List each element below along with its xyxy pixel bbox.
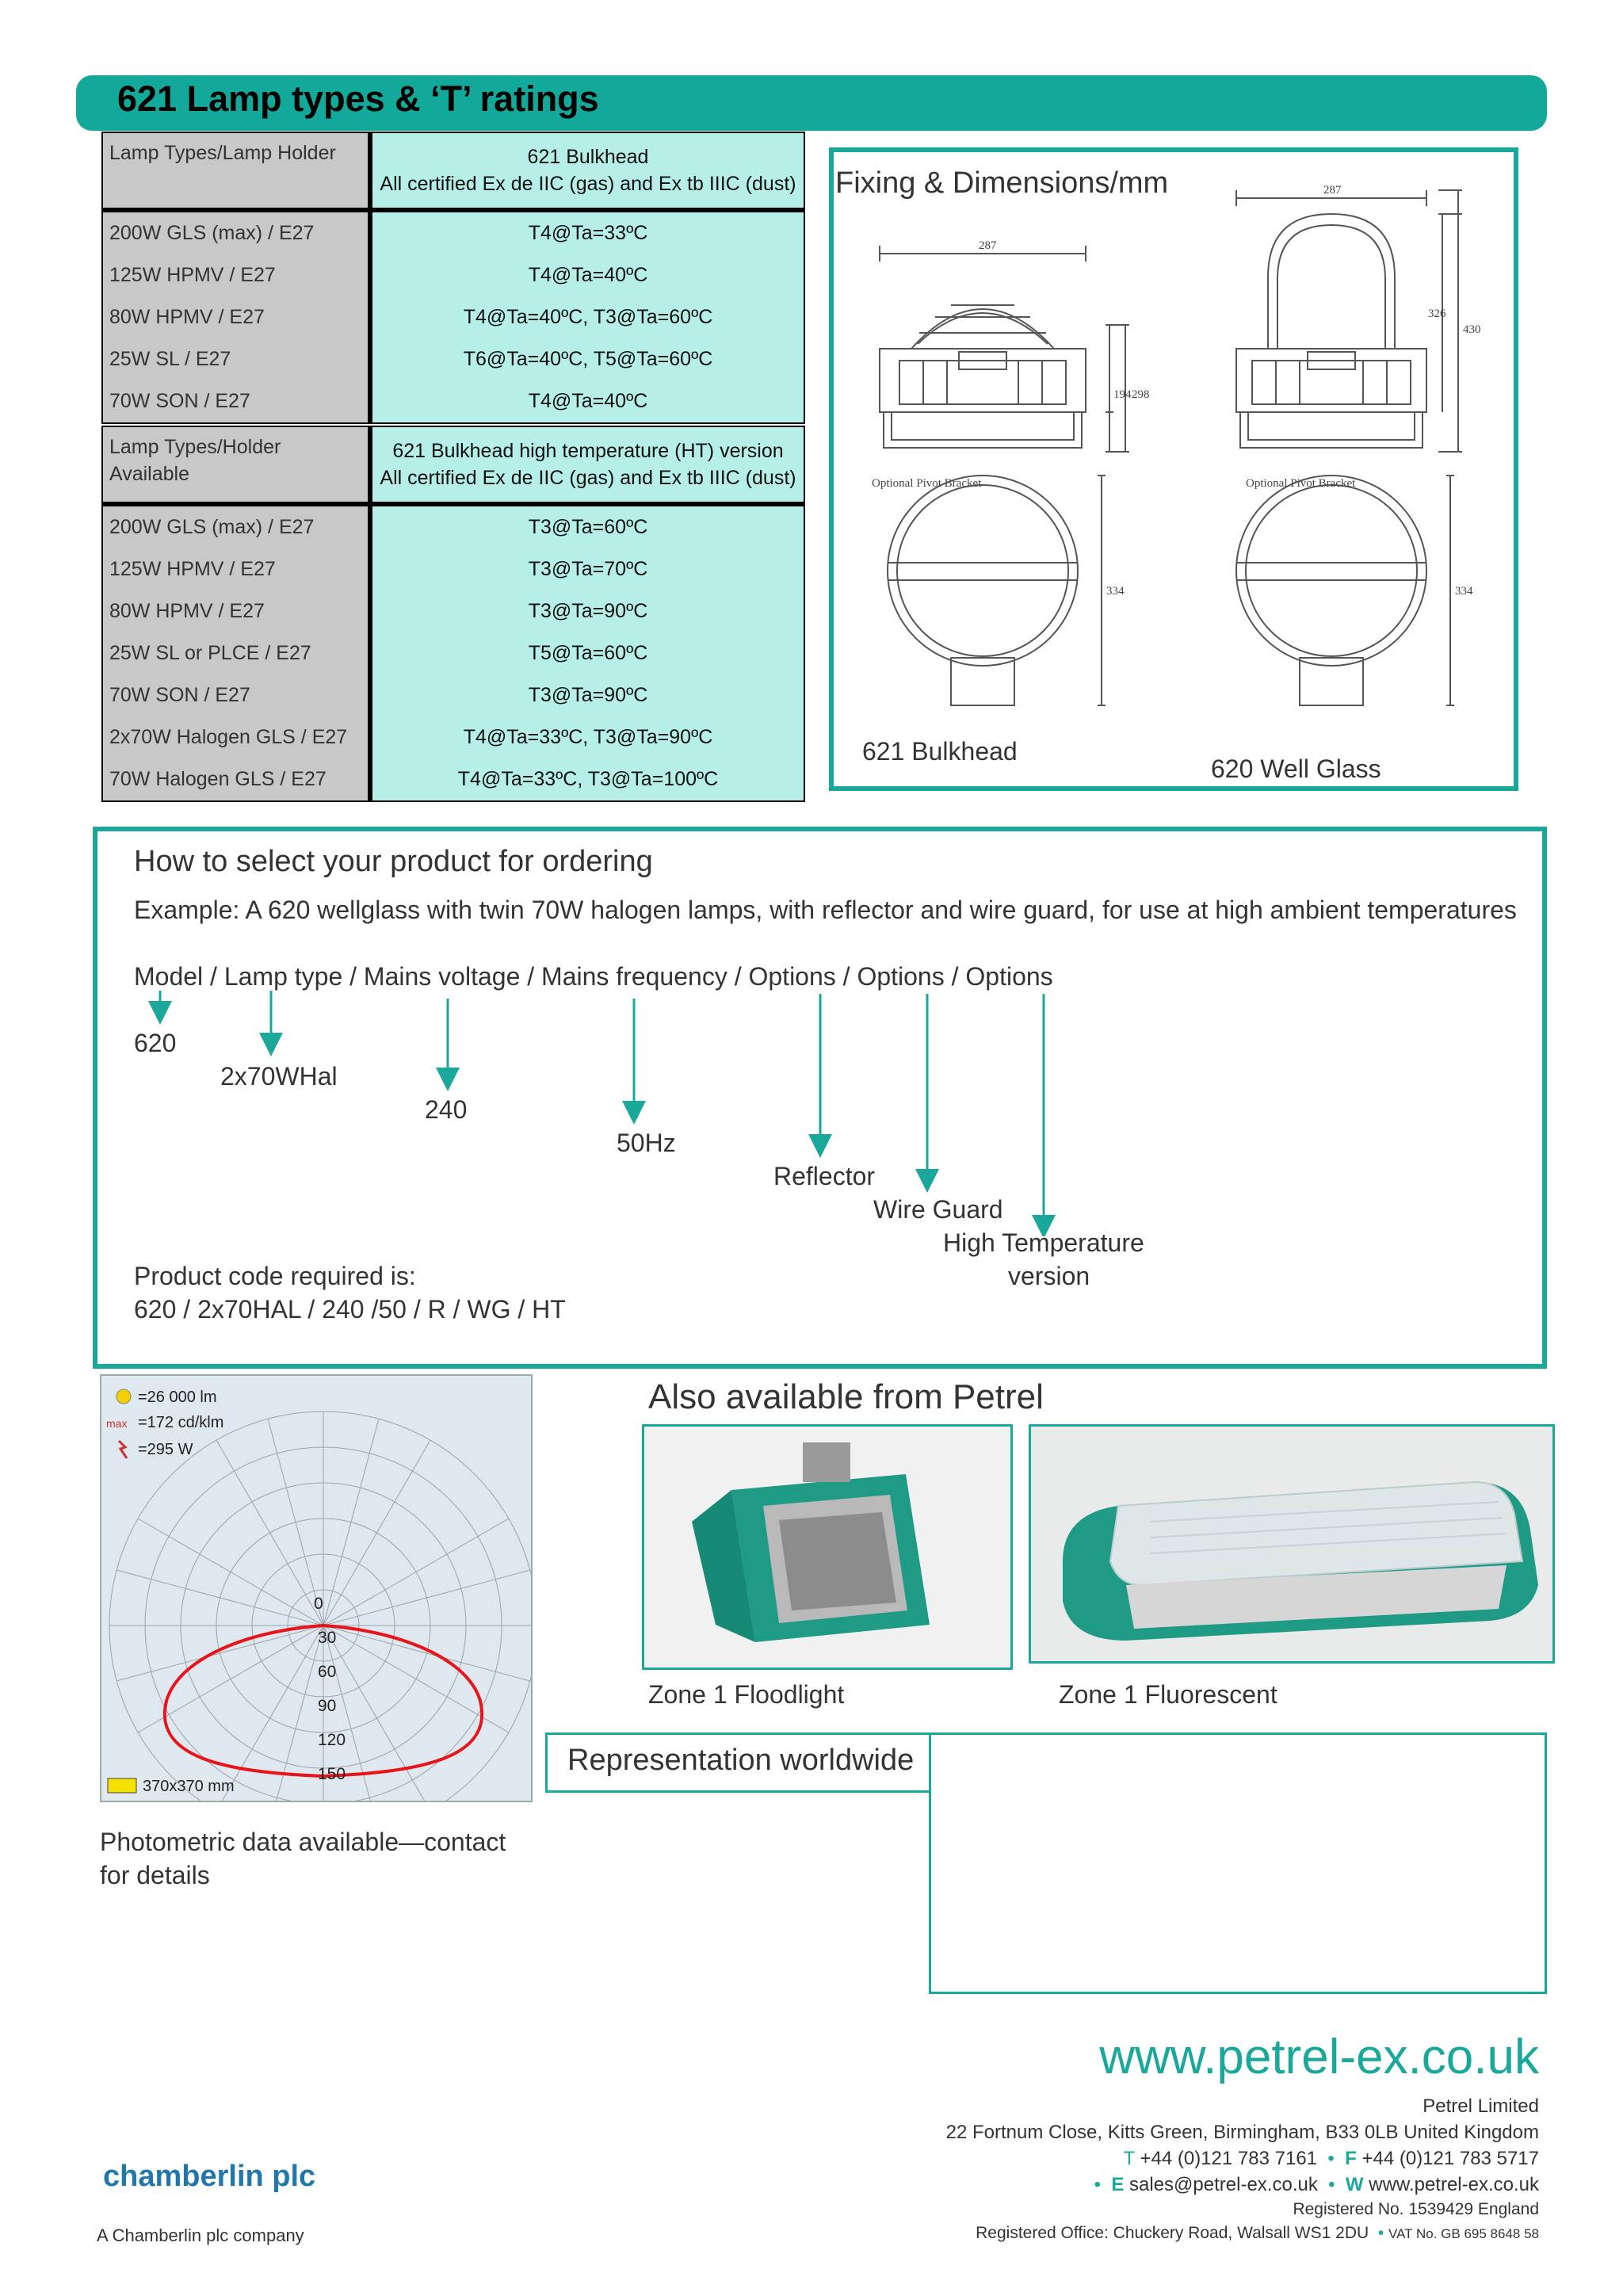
lumen-value: =26 000 lm bbox=[138, 1389, 217, 1406]
photometric-caption-2: for details bbox=[100, 1861, 210, 1889]
bullet-icon: • bbox=[1323, 2174, 1341, 2195]
table-header-right: 621 Bulkhead high temperature (HT) version All certified Ex de IIC (gas) and Ex tb IIIC (dust) bbox=[370, 426, 804, 504]
polar-plot bbox=[101, 1376, 531, 1801]
email-link[interactable]: sales@petrel-ex.co.uk bbox=[1129, 2174, 1318, 2195]
table-row: 25W SL / E27 T6@Ta=40ºC, T5@Ta=60ºC bbox=[102, 338, 804, 380]
value-model: 620 bbox=[134, 1029, 177, 1057]
table-row: 125W HPMV / E27 T3@Ta=70ºC bbox=[102, 548, 804, 590]
footer-tagline: A Chamberlin plc company bbox=[97, 2225, 304, 2245]
product-caption-floodlight: Zone 1 Floodlight bbox=[648, 1680, 845, 1709]
photometric-caption-1: Photometric data available—contact bbox=[100, 1828, 506, 1856]
size-swatch-icon bbox=[108, 1778, 136, 1793]
label-621-bulkhead: 621 Bulkhead bbox=[862, 737, 1018, 766]
fluorescent-picture bbox=[1031, 1427, 1552, 1661]
footer-phone-line bbox=[1124, 2148, 1539, 2170]
bracket-label-621: Optional Pivot Bracket bbox=[872, 477, 982, 490]
web-label: W bbox=[1345, 2174, 1364, 2195]
product-caption-fluorescent: Zone 1 Fluorescent bbox=[1059, 1680, 1277, 1709]
fax-number: +44 (0)121 783 5717 bbox=[1361, 2148, 1539, 2169]
page-title: 621 Lamp types & ‘T’ ratings bbox=[117, 78, 599, 119]
reg-office: Registered Office: Chuckery Road, Walsall WS1 2DU bbox=[976, 2224, 1369, 2242]
table-row: 200W GLS (max) / E27 T3@Ta=60ºC bbox=[102, 504, 804, 548]
value-voltage: 240 bbox=[425, 1095, 468, 1124]
bullet-icon: • bbox=[1322, 2148, 1340, 2169]
intensity-value: =172 cd/klm bbox=[138, 1414, 224, 1431]
dim-298: 298 bbox=[1132, 388, 1150, 401]
footer-company: Petrel Limited bbox=[1423, 2095, 1539, 2117]
table-row: 70W SON / E27 T4@Ta=40ºC bbox=[102, 380, 804, 423]
bullet-icon: • bbox=[1373, 2224, 1384, 2242]
value-option-ht-line2: version bbox=[1008, 1262, 1090, 1290]
table-row: 25W SL or PLCE / E27 T5@Ta=60ºC bbox=[102, 632, 804, 674]
floodlight-image bbox=[642, 1424, 1013, 1670]
ordering-pattern: Model / Lamp type / Mains voltage / Mains frequency / Options / Options / Options bbox=[134, 962, 1053, 991]
size-value: 370x370 mm bbox=[143, 1778, 235, 1795]
dim-287-620: 287 bbox=[1323, 184, 1342, 197]
wellglass-620-side-drawing bbox=[1236, 190, 1462, 452]
also-available-heading: Also available from Petrel bbox=[648, 1377, 1044, 1416]
angle-label: 60 bbox=[318, 1663, 337, 1681]
product-code-label: Product code required is: bbox=[134, 1262, 416, 1290]
label-620-well-glass: 620 Well Glass bbox=[1211, 755, 1381, 783]
table-row: 80W HPMV / E27 T4@Ta=40ºC, T3@Ta=60ºC bbox=[102, 296, 804, 338]
value-option-wire-guard: Wire Guard bbox=[873, 1195, 1003, 1224]
dim-334-621: 334 bbox=[1106, 585, 1125, 598]
angle-label: 0 bbox=[314, 1595, 323, 1613]
table-header-left: Lamp Types/Lamp Holder bbox=[102, 132, 370, 210]
footer-reg-office-line bbox=[976, 2224, 1539, 2243]
angle-label: 150 bbox=[318, 1765, 346, 1783]
dim-194: 194 bbox=[1113, 388, 1132, 401]
lamp-table-standard bbox=[101, 132, 805, 424]
product-code: 620 / 2x70HAL / 240 /50 / R / WG / HT bbox=[134, 1295, 566, 1324]
ordering-example: Example: A 620 wellglass with twin 70W halogen lamps, with reflector and wire guard, for use at high ambient temperatures bbox=[134, 896, 1517, 924]
bulkhead-621-top-drawing bbox=[888, 476, 1106, 705]
angle-label: 120 bbox=[318, 1731, 346, 1749]
phone-label: T bbox=[1123, 2148, 1135, 2169]
table-row: 70W Halogen GLS / E27 T4@Ta=33ºC, T3@Ta=100ºC bbox=[102, 758, 804, 801]
value-lamp: 2x70WHal bbox=[220, 1062, 338, 1091]
power-value: =295 W bbox=[138, 1441, 193, 1458]
representation-heading: Representation worldwide bbox=[567, 1744, 915, 1777]
table-header-left: Lamp Types/Holder Available bbox=[102, 426, 370, 504]
footer-url[interactable]: www.petrel-ex.co.uk bbox=[1099, 2030, 1539, 2084]
dimension-drawings bbox=[864, 174, 1498, 745]
fluorescent-image bbox=[1029, 1424, 1555, 1664]
power-icon bbox=[119, 1441, 127, 1458]
ordering-heading: How to select your product for ordering bbox=[134, 845, 653, 878]
table-row: 80W HPMV / E27 T3@Ta=90ºC bbox=[102, 590, 804, 632]
fixing-heading: Fixing & Dimensions/mm bbox=[835, 166, 1169, 200]
dim-430: 430 bbox=[1463, 323, 1481, 336]
dim-287-621: 287 bbox=[979, 239, 997, 252]
table-row: 125W HPMV / E27 T4@Ta=40ºC bbox=[102, 254, 804, 296]
value-frequency: 50Hz bbox=[617, 1129, 676, 1157]
dim-326: 326 bbox=[1428, 308, 1446, 320]
footer-contact-line bbox=[1094, 2174, 1539, 2196]
footer-reg-no: Registered No. 1539429 England bbox=[1293, 2200, 1539, 2218]
representation-box bbox=[929, 1733, 1547, 1994]
angle-label: 30 bbox=[318, 1629, 337, 1647]
bullet-icon: • bbox=[1094, 2174, 1106, 2195]
angle-label: 90 bbox=[318, 1697, 337, 1715]
wellglass-620-top-drawing bbox=[1236, 476, 1454, 705]
table-row: 200W GLS (max) / E27 T4@Ta=33ºC bbox=[102, 210, 804, 254]
dim-334-620: 334 bbox=[1455, 585, 1473, 598]
fax-label: F bbox=[1345, 2148, 1357, 2169]
bulkhead-621-side-drawing bbox=[880, 246, 1129, 452]
photometric-diagram bbox=[100, 1374, 533, 1802]
table-row: 70W SON / E27 T3@Ta=90ºC bbox=[102, 674, 804, 716]
value-option-ht-line1: High Temperature bbox=[943, 1228, 1144, 1257]
web-link[interactable]: www.petrel-ex.co.uk bbox=[1369, 2174, 1539, 2195]
chamberlin-logo: chamberlin plc bbox=[103, 2160, 316, 2193]
vat-number: VAT No. GB 695 8648 58 bbox=[1388, 2226, 1539, 2241]
table-header-right: 621 Bulkhead All certified Ex de IIC (gas) and Ex tb IIIC (dust) bbox=[370, 132, 804, 210]
lamp-icon bbox=[116, 1389, 131, 1404]
email-label: E bbox=[1111, 2174, 1125, 2195]
table-row: 2x70W Halogen GLS / E27 T4@Ta=33ºC, T3@Ta=90ºC bbox=[102, 716, 804, 758]
max-icon: max bbox=[106, 1417, 128, 1430]
bracket-label-620: Optional Pivot Bracket bbox=[1246, 477, 1356, 490]
phone-number: +44 (0)121 783 7161 bbox=[1140, 2148, 1318, 2169]
floodlight-picture bbox=[644, 1427, 1010, 1668]
value-option-reflector: Reflector bbox=[773, 1162, 876, 1190]
lamp-table-ht bbox=[101, 426, 805, 802]
footer-address: 22 Fortnum Close, Kitts Green, Birmingham, B33 0LB United Kingdom bbox=[945, 2122, 1539, 2143]
